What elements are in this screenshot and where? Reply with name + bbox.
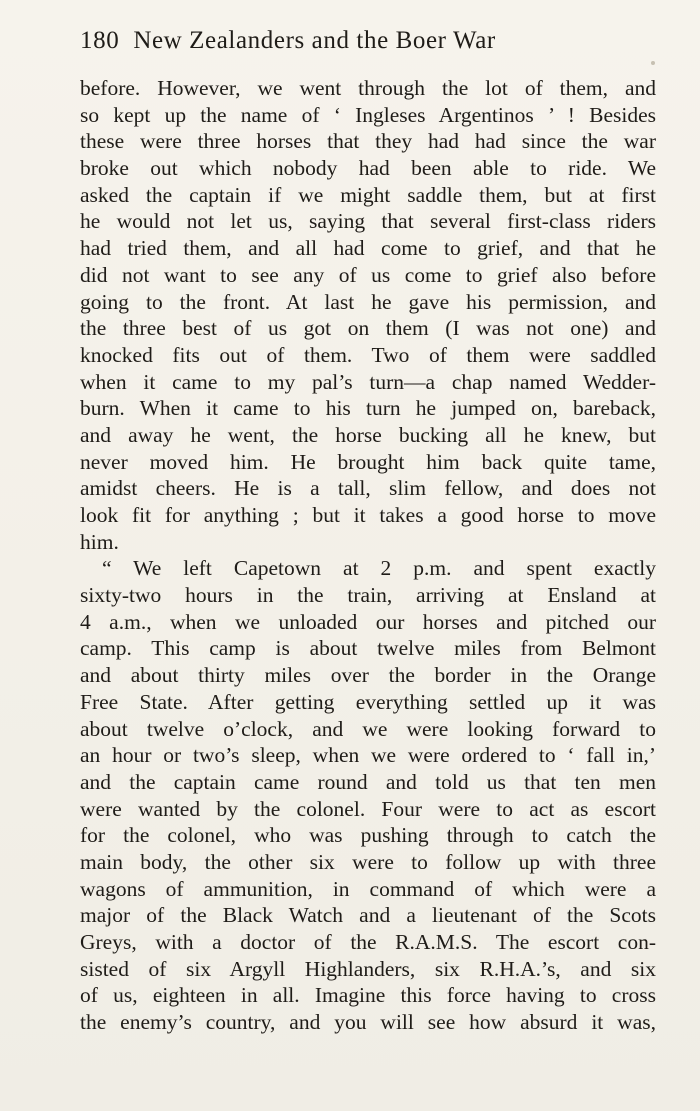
text-line: never moved him. He brought him back quite tame, — [80, 449, 656, 474]
running-title: New Zealanders and the Boer War — [133, 27, 496, 54]
text-line: amidst cheers. He is a tall, slim fellow, and does not — [80, 476, 656, 501]
text-line: these were three horses that they had had since the war — [80, 129, 656, 154]
paper-speck — [651, 61, 655, 65]
text-line: major of the Black Watch and a lieutenant of the Scots — [80, 903, 656, 928]
text-line: asked the captain if we might saddle them, but at first — [80, 182, 656, 207]
text-line: he would not let us, saying that several first-class riders — [80, 209, 656, 234]
text-line: an hour or two’s sleep, when we were ordered to ‘ fall in,’ — [80, 743, 656, 768]
running-header — [80, 27, 630, 55]
text-line: “ We left Capetown at 2 p.m. and spent exactly — [102, 556, 656, 581]
text-line: did not want to see any of us come to grief also before — [80, 262, 656, 287]
text-line: when it came to my pal’s turn—a chap named Wedder- — [80, 369, 656, 394]
text-line: were wanted by the colonel. Four were to act as escort — [80, 796, 656, 821]
text-line: so kept up the name of ‘ Ingleses Argentinos ’ ! Besides — [80, 102, 656, 127]
text-line: sisted of six Argyll Highlanders, six R.H.A.’s, and six — [80, 956, 656, 981]
text-line: going to the front. At last he gave his permission, and — [80, 289, 656, 314]
text-line: the enemy’s country, and you will see how absurd it was, — [80, 1010, 656, 1035]
text-line: Greys, with a doctor of the R.A.M.S. The escort con- — [80, 930, 656, 954]
text-line: burn. When it came to his turn he jumped on, bareback, — [80, 396, 656, 421]
body-text — [80, 75, 656, 1036]
text-line: the three best of us got on them (I was not one) and — [80, 316, 656, 341]
text-line: look fit for anything ; but it takes a good horse to move — [80, 503, 656, 527]
text-line: sixty-two hours in the train, arriving at Ensland at — [80, 583, 656, 608]
text-line: before. However, we went through the lot of them, and — [80, 76, 656, 100]
text-line: of us, eighteen in all. Imagine this force having to cross — [80, 983, 656, 1008]
text-line: and away he went, the horse bucking all he knew, but — [80, 422, 656, 447]
text-line: for the colonel, who was pushing through to catch the — [80, 823, 656, 848]
text-line: and about thirty miles over the border in the Orange — [80, 663, 656, 688]
text-line: wagons of ammunition, in command of which were a — [80, 876, 656, 901]
text-line: about twelve o’clock, and we were looking forward to — [80, 716, 656, 741]
text-line: camp. This camp is about twelve miles from Belmont — [80, 636, 656, 661]
text-line: had tried them, and all had come to grief, and that he — [80, 236, 656, 261]
page-number: 180 — [80, 27, 120, 54]
text-line: broke out which nobody had been able to ride. We — [80, 156, 656, 181]
text-line: Free State. After getting everything settled up it was — [80, 689, 656, 714]
text-line: knocked fits out of them. Two of them were saddled — [80, 342, 656, 367]
text-line: 4 a.m., when we unloaded our horses and pitched our — [80, 609, 656, 634]
text-line: and the captain came round and told us that ten men — [80, 769, 656, 794]
text-line: main body, the other six were to follow up with three — [80, 849, 656, 874]
text-line: him. — [80, 529, 119, 554]
